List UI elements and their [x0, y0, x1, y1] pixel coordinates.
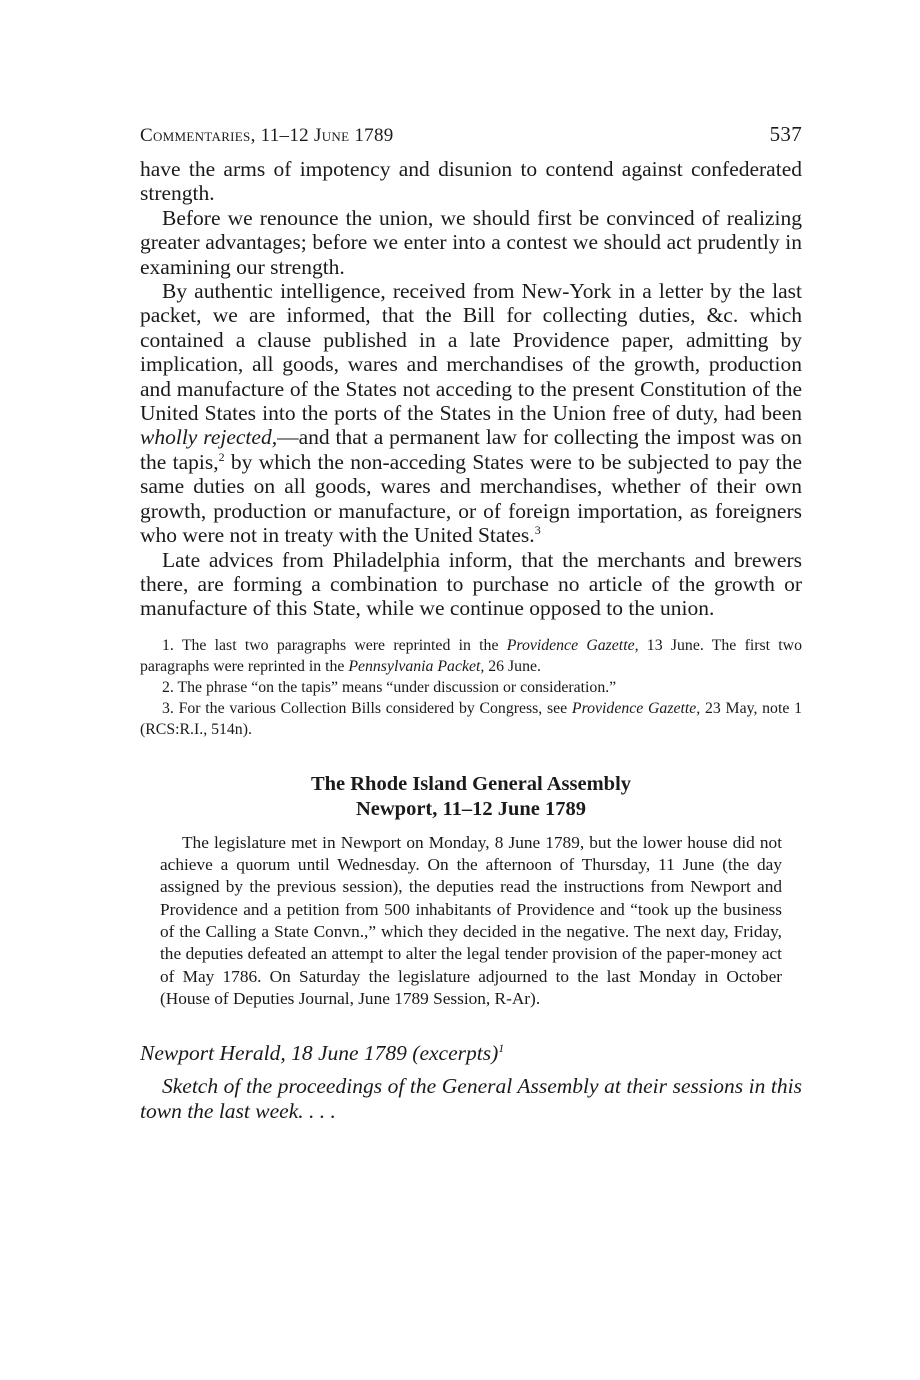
footnote-1-part-a: 1. The last two paragraphs were reprinted in the: [162, 636, 507, 654]
footnote-2: 2. The phrase “on the tapis” means “under discussion or consideration.”: [162, 678, 617, 696]
section-title-line-1: The Rhode Island General Assembly: [310, 772, 632, 795]
document-heading: [140, 1040, 802, 1066]
footnote-1-part-b: 13 June. The first two paragraphs were reprinted in the: [140, 636, 802, 675]
document-heading-text: Newport Herald, 18 June 1789 (excerpts): [140, 1041, 499, 1066]
footnote-1-italic-2: Pennsylvania Packet,: [348, 657, 485, 675]
body-text: [140, 157, 802, 621]
page-number: 537: [769, 122, 802, 146]
footnote-3-part-b: 23 May, note 1 (RCS:R.I., 514n).: [140, 699, 802, 738]
footnote-1: [140, 635, 802, 677]
footnote-ref-2: 2: [218, 449, 225, 464]
footnote-1-italic-1: Providence Gazette,: [506, 636, 639, 654]
paragraph-4: Late advices from Philadelphia inform, that the merchants and brewers there, are forming a combination to purchase no article of the growth or manufacture of this State, while we continue opposed to the union.: [140, 547, 802, 621]
document-sketch: Sketch of the proceedings of the General Assembly at their sessions in this town the last week. . . .: [140, 1074, 802, 1124]
paragraph-1: have the arms of impotency and disunion to contend against confederated strength.: [140, 157, 802, 206]
footnote-3-part-a: 3. For the various Collection Bills considered by Congress, see: [162, 699, 572, 717]
footnote-3-italic: Providence Gazette,: [571, 699, 701, 717]
footnote-1-part-c: 26 June.: [484, 657, 541, 675]
paragraph-3-part-b: —and that a permanent law for collecting the impost was on the tapis,: [140, 425, 802, 474]
running-head-title: Commentaries, 11–12 June 1789: [140, 125, 394, 146]
paragraph-3-italic: wholly rejected,: [140, 425, 278, 450]
footnote-ref-3: 3: [534, 522, 541, 537]
section-title-line-2: Newport, 11–12 June 1789: [355, 797, 587, 820]
footnotes: [140, 635, 802, 740]
section-title: [140, 772, 802, 822]
paragraph-3-part-a: By authentic intelligence, received from New-York in a letter by the last packet, we are informed, that the Bill for collecting duties, &c. which contained a clause published in a late Providence paper, admitting by implication, all goods, wares and merchandises of the growth, production and manufacture of the States not acceding to the present Constitution of the United States into the ports of the States in the Union free of duty, had been: [140, 279, 802, 426]
paragraph-3-part-c: by which the non-acceding States were to be subjected to pay the same duties on all goods, wares and merchandises, whether of their own growth, production or manufacture, or of foreign importation, as foreigners who were not in treaty with the United States.: [140, 449, 802, 548]
running-head: [140, 122, 802, 147]
document-heading-note-ref: 1: [498, 1040, 505, 1055]
footnote-3: [140, 698, 802, 740]
paragraph-3: [140, 279, 802, 547]
paragraph-2: Before we renounce the union, we should first be convinced of realizing greater advantages; before we enter into a contest we should act prudently in examining our strength.: [140, 205, 802, 279]
document-page: [140, 122, 802, 1146]
section-intro: The legislature met in Newport on Monday, 8 June 1789, but the lower house did not achieve a quorum until Wednesday. On the afternoon of Thursday, 11 June (the day assigned by the previous session), the deputies read the instructions from Newport and Providence and a petition from 500 inhabitants of Providence and “took up the business of the Calling a State Convn.,” which they decided in the negative. The next day, Friday, the deputies defeated an attempt to alter the legal tender provision of the paper-money act of May 1786. On Saturday the legislature adjourned to the last Monday in October (House of Deputies Journal, June 1789 Session, R-Ar).: [160, 832, 782, 1008]
